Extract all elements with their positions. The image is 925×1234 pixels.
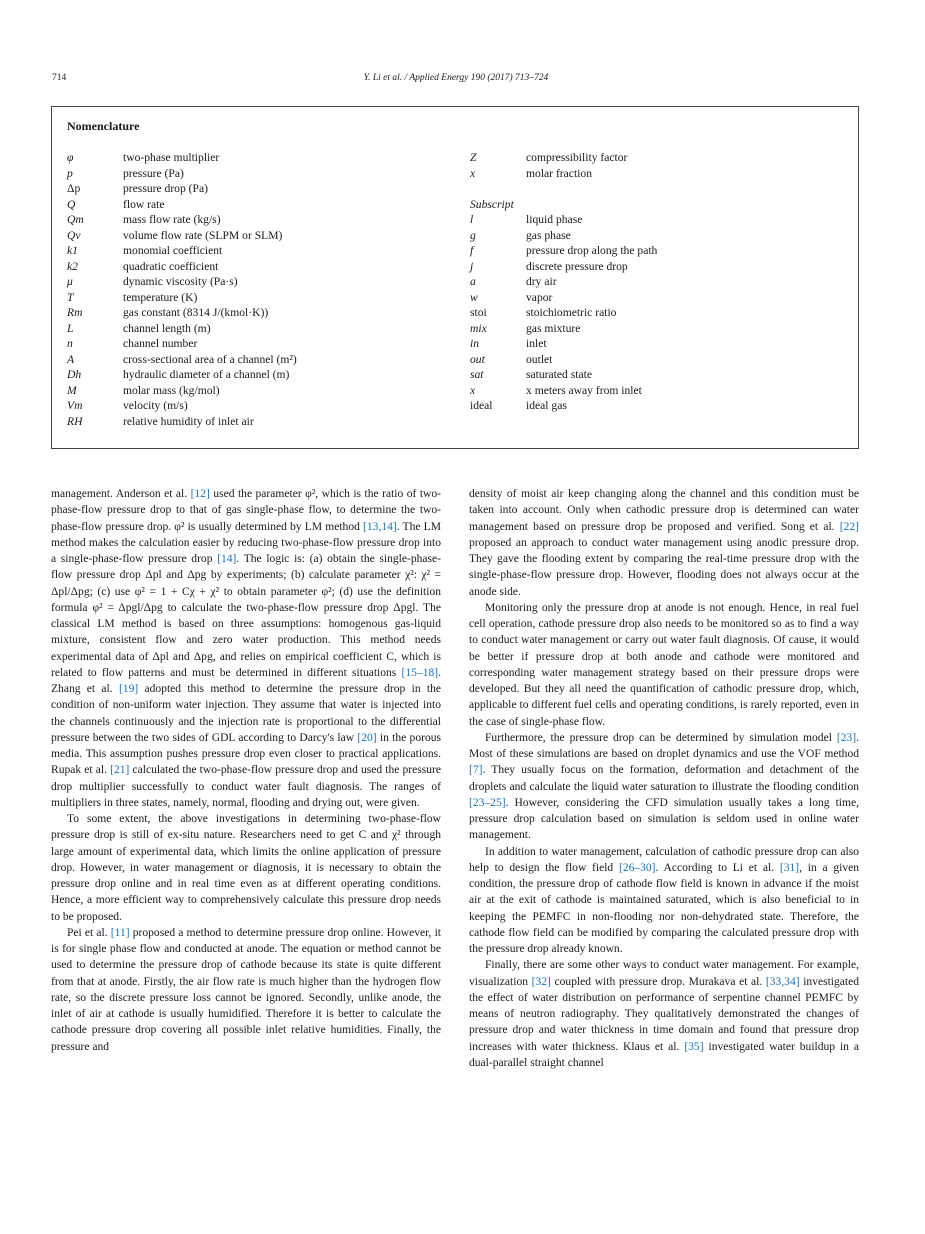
- nomenclature-symbol: Qv: [67, 228, 81, 242]
- body-paragraph: Finally, there are some other ways to conduct water management. For example, visualization [32] coupled with pressure drop. Murakava et al. [33,34] investigated the effect of water distribution on performance of serpentine channel PEMFC by means of neutron radiography. They qualitatively demonstrated the changes of pressure drop and water thickness in time domain and found that pressure drop increases with water thickness. Klaus et al. [35] investigated water buildup in a dual-parallel straight channel: [469, 959, 860, 1069]
- citation-link[interactable]: [23–25]: [469, 796, 506, 809]
- nomenclature-definition: pressure drop along the path: [526, 244, 658, 257]
- nomenclature-symbol: out: [470, 352, 485, 366]
- nomenclature-definition: molar fraction: [526, 166, 592, 180]
- nomenclature-definition: vapor: [526, 290, 553, 304]
- citation-link[interactable]: [21]: [110, 764, 130, 777]
- citation-link[interactable]: [7]: [469, 764, 483, 777]
- nomenclature-entry: [67, 367, 297, 383]
- nomenclature-symbol: g: [470, 228, 476, 242]
- nomenclature-definition: temperature (K): [123, 290, 198, 304]
- nomenclature-symbol: l: [470, 213, 474, 226]
- nomenclature-symbol: Vm: [67, 399, 83, 412]
- citation-link[interactable]: [14]: [217, 553, 237, 565]
- body-paragraph: To some extent, the above investigations in determining two-phase-flow pressure drop is still of ex-situ nature. Researchers need to get C and χ² through large amount of experimental data, which limits the online application of pressure drop. However, in water management or diagnosis, it is necessary to obtain the pressure drop online and in real time even as at different operating conditions. Hence, a more efficient way to comprehensively calculate this pressure drop needs to be proposed.: [51, 813, 441, 923]
- nomenclature-entry: [470, 259, 657, 275]
- nomenclature-entry: [470, 367, 657, 383]
- nomenclature-entry: [470, 274, 657, 290]
- nomenclature-entry: [470, 383, 657, 399]
- nomenclature-entry: [470, 150, 657, 166]
- nomenclature-symbol: x: [470, 166, 476, 180]
- nomenclature-entry: [67, 243, 297, 259]
- nomenclature-definition: mass flow rate (kg/s): [123, 213, 221, 226]
- nomenclature-entry: [470, 336, 657, 352]
- nomenclature-symbol: RH: [67, 414, 83, 428]
- nomenclature-left-column: [67, 150, 297, 429]
- nomenclature-entry: [470, 352, 657, 368]
- nomenclature-definition: two-phase multiplier: [123, 151, 220, 164]
- nomenclature-entry: [470, 290, 657, 306]
- nomenclature-entry: [470, 228, 657, 244]
- nomenclature-symbol: k2: [67, 259, 78, 273]
- nomenclature-entry: [67, 305, 297, 321]
- nomenclature-definition: outlet: [526, 352, 553, 366]
- nomenclature-definition: channel length (m): [123, 321, 211, 335]
- nomenclature-symbol: μ: [67, 275, 73, 288]
- citation-link[interactable]: [20]: [357, 731, 377, 744]
- nomenclature-definition: compressibility factor: [526, 151, 628, 164]
- citation-link[interactable]: [33,34]: [765, 975, 800, 988]
- nomenclature-definition: gas phase: [526, 228, 571, 242]
- citation-link[interactable]: [13,14]: [363, 520, 397, 533]
- running-head: Y. Li et al. / Applied Energy 190 (2017) 713–724: [363, 73, 549, 83]
- nomenclature-entry: [67, 398, 297, 414]
- nomenclature-symbol: j: [470, 259, 474, 273]
- nomenclature-entry: [470, 212, 657, 228]
- nomenclature-right-column: [470, 150, 657, 414]
- nomenclature-definition: volume flow rate (SLPM or SLM): [123, 228, 283, 242]
- nomenclature-definition: quadratic coefficient: [123, 259, 219, 273]
- nomenclature-symbol: T: [67, 290, 74, 304]
- nomenclature-definition: discrete pressure drop: [526, 259, 628, 273]
- nomenclature-symbol: n: [67, 337, 73, 350]
- citation-link[interactable]: [26–30]: [618, 861, 656, 874]
- nomenclature-definition: cross-sectional area of a channel (m²): [123, 352, 297, 366]
- nomenclature-definition: pressure drop (Pa): [123, 182, 208, 195]
- page-header: [52, 73, 860, 87]
- nomenclature-symbol: w: [470, 290, 478, 304]
- citation-link[interactable]: [35]: [684, 1040, 704, 1053]
- nomenclature-definition: ideal gas: [526, 399, 567, 412]
- body-paragraph: Furthermore, the pressure drop can be determined by simulation model [23]. Most of these simulations are based on droplet dynamics and use the VOF method [7]. They usually focus on the formation, deformation and detachment of the droplets and calculate the liquid water saturation to illustrate the flooding condition [23–25]. However, considering the CFD simulation usually takes a long time, pressure drop calculation based on simulation is seldom used in online water management.: [469, 731, 859, 842]
- citation-link[interactable]: [32]: [531, 975, 551, 988]
- nomenclature-definition: liquid phase: [526, 213, 583, 226]
- nomenclature-entry: [67, 383, 297, 399]
- body-paragraph: density of moist air keep changing along the channel and this condition must be taken into account. Only when cathodic pressure drop is determined can water management based on pressure drop be proposed and verified. Song et al. [22] proposed an approach to conduct water management using anodic pressure drop. They gave the flooding extent by comparing the real-time pressure drop with the single-phase-flow pressure drop. However, flooding does not always occur at the anode side.: [469, 488, 859, 598]
- nomenclature-symbol: ideal: [470, 399, 493, 412]
- nomenclature-definition: pressure (Pa): [123, 166, 184, 180]
- nomenclature-symbol: a: [470, 275, 476, 288]
- citation-link[interactable]: [31]: [779, 861, 800, 874]
- nomenclature-box: [51, 106, 859, 449]
- body-right-column: [469, 486, 859, 1071]
- body-paragraph: management. Anderson et al. [12] used the parameter φ², which is the ratio of two-phase-flow pressure drop to that of gas single-phase flow, to determine the two-phase-flow pressure drop. φ² is usually determined by LM method [13,14]. The LM method makes the calculation easier by reducing two-phase-flow pressure drop into a single-phase-flow pressure drop [14]. The logic is: (a) obtain the single-phase-flow pressure drop Δpl and Δpg by experiments; (b) calculate parameter χ²: χ² = Δpl/Δpg; (c) use φ² = 1 + Cχ + χ² to obtain parameter φ²; (d) use the definition formula φ² = Δpgl/Δpg to calculate the two-phase-flow pressure drop Δpgl. The classical LM method is based on three assumptions: homogenous gas-liquid mixture, consistent flow and zero water production. This method needs experimental data of Δpl and Δpg, and relies on empirical coefficient C, which is related to flow patterns and must be determined in different situations [15–18]. Zhang et al. [19] adopted this method to determine the pressure drop in the condition of non-uniform water injection. They assume that water is injected into the channels continuously and the injection rate is proportional to the differential pressure between the two sides of GDL according to Darcy's law [20] in the porous media. This assumption pushes pressure drop even closer to practical applications. Rupak et al. [21] calculated the two-phase-flow pressure drop and used the pressure drop multiplier successfully to conduct water fault diagnosis. The ranges of multipliers in three states, namely, normal, flooding and drying out, were given.: [51, 488, 442, 809]
- nomenclature-definition: channel number: [123, 337, 198, 350]
- nomenclature-symbol: mix: [470, 321, 487, 335]
- page-number: 714: [52, 73, 67, 83]
- nomenclature-entry: [67, 336, 297, 352]
- nomenclature-definition: velocity (m/s): [123, 399, 188, 412]
- nomenclature-symbol: L: [67, 321, 74, 335]
- nomenclature-entry: [67, 290, 297, 306]
- nomenclature-definition: inlet: [526, 337, 547, 350]
- nomenclature-symbol: sat: [470, 368, 484, 381]
- nomenclature-definition: hydraulic diameter of a channel (m): [123, 368, 290, 381]
- nomenclature-definition: monomial coefficient: [123, 244, 223, 257]
- nomenclature-symbol: p: [67, 166, 73, 180]
- nomenclature-entry: [67, 228, 297, 244]
- nomenclature-definition: x meters away from inlet: [526, 383, 642, 397]
- nomenclature-entry: [470, 305, 657, 321]
- nomenclature-symbol: M: [67, 383, 77, 397]
- nomenclature-entry: [67, 197, 297, 213]
- citation-link[interactable]: [22]: [839, 520, 859, 533]
- nomenclature-definition: relative humidity of inlet air: [123, 414, 254, 428]
- nomenclature-symbol: Rm: [67, 306, 83, 319]
- nomenclature-entry: [470, 166, 657, 182]
- nomenclature-definition: saturated state: [526, 368, 592, 381]
- body-paragraph: Monitoring only the pressure drop at anode is not enough. Hence, in real fuel cell operation, cathode pressure drop also needs to be monitored so as to find a way to conduct water management or carry out water fault diagnosis. Of cause, it would be better if pressure drop at both anode and cathode were monitored and corresponding water management strategy based on their pressure drops were developed. But they all need the quantification of cathodic pressure drop, which, applicable to different fuel cells and operating conditions, is rarely reported, even in the case of single-phase flow.: [469, 601, 859, 728]
- nomenclature-entry: [67, 321, 297, 337]
- nomenclature-entry: [67, 181, 297, 197]
- nomenclature-symbol: Z: [470, 151, 477, 164]
- body-paragraph: Pei et al. [11] proposed a method to determine pressure drop online. However, it is for single phase flow and conducted at anode. The equation or method cannot be used to determine the pressure drop of cathode because its state is quite different from that at anode. Firstly, the air flow rate is much higher than the hydrogen flow rate, so the discrete pressure loss cannot be ignored. Secondly, unlike anode, the inlet of air at cathode is usually humidified. Therefore it is better to calculate the cathode pressure drop covering all possible inlet relative humidities. Finally, the pressure and: [51, 926, 442, 1053]
- nomenclature-symbol: Q: [67, 197, 76, 211]
- nomenclature-title: Nomenclature: [67, 119, 140, 133]
- body-paragraph: In addition to water management, calculation of cathodic pressure drop can also help to design the flow field [26–30]. According to Li et al. [31], in a given condition, the pressure drop of cathode flow field is known in advance if the moist air at the exit of cathode is maintained saturated, which is also beneficial to in keeping the PEMFC in non-flooding nor non-dehydrated state. Therefore, the cathode flow field can be modified by comparing the calculated pressure drop with the pressure drop already known.: [469, 845, 860, 955]
- citation-link[interactable]: [19]: [118, 683, 139, 695]
- nomenclature-symbol: in: [470, 337, 480, 350]
- nomenclature-entry: [67, 274, 297, 290]
- nomenclature-entry: [67, 212, 297, 228]
- nomenclature-entry: [67, 150, 297, 166]
- nomenclature-definition: molar mass (kg/mol): [123, 383, 220, 397]
- nomenclature-definition: gas mixture: [526, 321, 581, 335]
- nomenclature-symbol: Qm: [67, 213, 84, 226]
- nomenclature-symbol: Δp: [67, 182, 81, 195]
- nomenclature-entry: [67, 352, 297, 368]
- body-left-column: [51, 486, 441, 1055]
- nomenclature-entry: [67, 166, 297, 182]
- nomenclature-symbol: Dh: [67, 368, 82, 381]
- nomenclature-definition: dynamic viscosity (Pa·s): [123, 275, 238, 288]
- nomenclature-entry: [67, 414, 297, 430]
- nomenclature-entry: [470, 243, 657, 259]
- citation-link[interactable]: [12]: [190, 488, 210, 500]
- nomenclature-symbol: x: [470, 383, 476, 397]
- nomenclature-entry: [470, 321, 657, 337]
- nomenclature-definition: dry air: [526, 275, 557, 288]
- nomenclature-symbol: A: [67, 352, 75, 366]
- nomenclature-definition: flow rate: [123, 197, 165, 211]
- nomenclature-definition: gas constant (8314 J/(kmol·K)): [123, 306, 269, 319]
- nomenclature-symbol: f: [470, 244, 474, 257]
- nomenclature-definition: stoichiometric ratio: [526, 306, 617, 319]
- nomenclature-entry: [470, 398, 657, 414]
- nomenclature-entry: [67, 259, 297, 275]
- citation-link[interactable]: [15–18]: [401, 666, 439, 679]
- citation-link[interactable]: [23]: [836, 731, 857, 744]
- nomenclature-symbol: φ: [67, 151, 74, 164]
- nomenclature-symbol: stoi: [470, 306, 487, 319]
- citation-link[interactable]: [11]: [110, 926, 130, 939]
- subscript-heading: Subscript: [470, 197, 514, 211]
- nomenclature-symbol: k1: [67, 244, 78, 257]
